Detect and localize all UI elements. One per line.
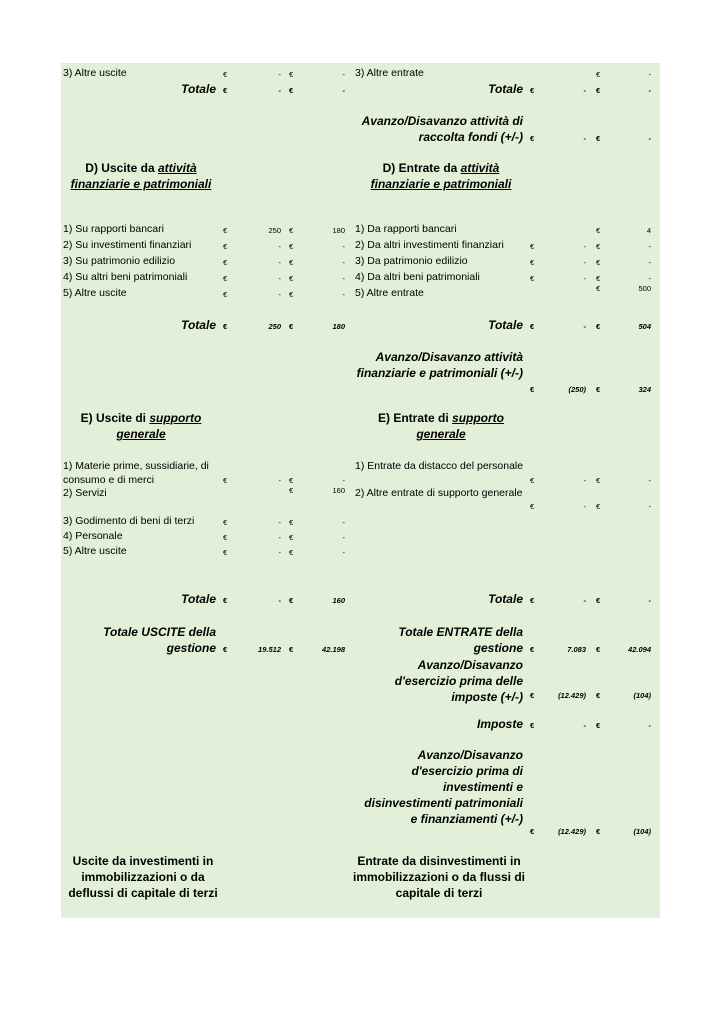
section_d-item-label: 1) Da rapporti bancari — [355, 223, 457, 235]
euro-sign: € — [223, 596, 228, 605]
value: 42.198 — [322, 645, 345, 654]
euro-sign: € — [223, 242, 228, 251]
euro-sign: € — [596, 70, 601, 79]
section_d-item-label: 3) Da patrimonio edilizio — [355, 255, 468, 267]
value: - — [278, 596, 281, 605]
value: - — [583, 134, 586, 143]
euro-sign: € — [223, 533, 228, 542]
euro-sign: € — [530, 645, 535, 654]
value: - — [648, 86, 651, 95]
value: 180 — [332, 226, 345, 235]
report-sheet — [61, 63, 660, 918]
euro-sign: € — [596, 691, 601, 700]
section_e-item-label: 1) Materie prime, sussidiarie, di consumo e di merci — [63, 460, 209, 486]
euro-sign: € — [530, 86, 535, 95]
totale-label: Totale — [488, 82, 523, 96]
euro-sign: € — [596, 284, 601, 293]
euro-sign: € — [289, 548, 294, 557]
value: - — [583, 322, 586, 331]
value: (104) — [633, 827, 651, 836]
section-e-entrate-title — [357, 410, 525, 442]
euro-sign: € — [596, 645, 601, 654]
section_e-item-label: 4) Personale — [63, 530, 123, 542]
value: - — [278, 86, 281, 95]
value: 250 — [268, 226, 281, 235]
section-e-uscite-title — [61, 410, 221, 442]
value: - — [342, 86, 345, 95]
section_d-item-label: 5) Altre uscite — [63, 287, 127, 299]
euro-sign: € — [223, 518, 228, 527]
value: - — [278, 242, 281, 251]
totale-uscite-label: Totale USCITE della gestione — [103, 625, 216, 655]
euro-sign: € — [596, 721, 601, 730]
value: - — [583, 721, 586, 730]
value: - — [342, 274, 345, 283]
totale-label: Totale — [488, 318, 523, 332]
value: - — [648, 502, 651, 511]
value: - — [278, 258, 281, 267]
value: - — [278, 290, 281, 299]
value: - — [278, 70, 281, 79]
euro-sign: € — [223, 70, 228, 79]
euro-sign: € — [530, 691, 535, 700]
section-d-uscite-title-text: D) Uscite da — [85, 161, 155, 175]
section-e-entrate-title-text: E) Entrate di — [377, 411, 449, 425]
value: - — [342, 70, 345, 79]
value: 7.083 — [567, 645, 586, 654]
altre-uscite-label: 3) Altre uscite — [63, 67, 127, 79]
totale-label: Totale — [488, 592, 523, 606]
value: - — [583, 86, 586, 95]
value: - — [278, 518, 281, 527]
euro-sign: € — [530, 274, 535, 283]
value: - — [648, 242, 651, 251]
value: - — [583, 596, 586, 605]
euro-sign: € — [530, 258, 535, 267]
euro-sign: € — [530, 827, 535, 836]
section_d-item-label: 4) Da altri beni patrimoniali — [355, 271, 480, 283]
euro-sign: € — [530, 322, 535, 331]
section-d-entrate-title-underlined: attività — [460, 161, 500, 175]
euro-sign: € — [223, 258, 228, 267]
section-e-uscite-title-underlined: supporto — [149, 411, 202, 425]
euro-sign: € — [596, 242, 601, 251]
value: - — [278, 274, 281, 283]
euro-sign: € — [289, 486, 294, 495]
avanzo-raccolta-label: Avanzo/Disavanzo attività di raccolta fondi (+/-) — [361, 114, 523, 144]
euro-sign: € — [596, 827, 601, 836]
euro-sign: € — [530, 476, 535, 485]
value: - — [342, 258, 345, 267]
section_e-item-label: 3) Godimento di beni di terzi — [63, 515, 195, 527]
imposte-label: Imposte — [476, 717, 523, 731]
euro-sign: € — [530, 134, 535, 143]
euro-sign: € — [223, 290, 228, 299]
section_d-item-label: 5) Altre entrate — [355, 287, 424, 299]
euro-sign: € — [596, 134, 601, 143]
euro-sign: € — [530, 242, 535, 251]
section_e-item-label: 5) Altre uscite — [63, 545, 127, 557]
euro-sign: € — [289, 322, 294, 331]
section-d-entrate-title — [357, 160, 525, 192]
value: - — [583, 242, 586, 251]
euro-sign: € — [596, 385, 601, 394]
euro-sign: € — [530, 596, 535, 605]
totale-entrate-label: Totale ENTRATE della gestione — [398, 625, 523, 655]
value: (104) — [633, 691, 651, 700]
altre-entrate-label: 3) Altre entrate — [355, 67, 424, 79]
value: - — [648, 721, 651, 730]
value: - — [648, 70, 651, 79]
euro-sign: € — [223, 645, 228, 654]
value: - — [278, 533, 281, 542]
euro-sign: € — [596, 596, 601, 605]
value: (250) — [568, 385, 586, 394]
euro-sign: € — [223, 476, 228, 485]
value: - — [648, 258, 651, 267]
value: 4 — [646, 226, 651, 235]
value: - — [648, 274, 651, 283]
value: - — [278, 548, 281, 557]
avanzo-finanziarie-label: Avanzo/Disavanzo attività finanziarie e patrimoniali (+/-) — [356, 350, 523, 380]
euro-sign: € — [596, 226, 601, 235]
entrate-disinvestimenti-title: Entrate da disinvestimenti in immobilizzazioni o da flussi di capitale di terzi — [353, 854, 526, 900]
euro-sign: € — [289, 258, 294, 267]
euro-sign: € — [596, 476, 601, 485]
euro-sign: € — [596, 322, 601, 331]
avanzo-investimenti-label: Avanzo/Disavanzo d'esercizio prima di investimenti e disinvestimenti patrimoniali e finanziamenti (+/-) — [364, 748, 523, 826]
section_d-item-label: 4) Su altri beni patrimoniali — [63, 271, 188, 283]
euro-sign: € — [289, 242, 294, 251]
euro-sign: € — [289, 476, 294, 485]
section-e-uscite-subtitle: generale — [116, 427, 166, 441]
value: - — [342, 518, 345, 527]
uscite-investimenti-title: Uscite da investimenti in immobilizzazioni o da deflussi di capitale di terzi — [68, 854, 218, 900]
value: 180 — [332, 322, 345, 331]
value: - — [648, 476, 651, 485]
value: 160 — [332, 486, 345, 495]
section-d-entrate-title-text: D) Entrate da — [382, 161, 458, 175]
euro-sign: € — [223, 226, 228, 235]
section-e-entrate-subtitle: generale — [416, 427, 466, 441]
value: (12.429) — [558, 827, 586, 836]
section-e-uscite-title-text: E) Uscite di — [80, 411, 146, 425]
value: - — [342, 290, 345, 299]
value: - — [648, 596, 651, 605]
section-d-uscite-subtitle: finanziarie e patrimoniali — [70, 177, 212, 191]
value: - — [342, 548, 345, 557]
section_e-item-label: 2) Altre entrate di supporto generale — [355, 487, 523, 499]
euro-sign: € — [596, 258, 601, 267]
section-d-uscite-title — [61, 160, 221, 192]
euro-sign: € — [530, 721, 535, 730]
value: 160 — [332, 596, 345, 605]
euro-sign: € — [223, 86, 228, 95]
totale-label: Totale — [181, 318, 216, 332]
section-e-entrate-title-underlined: supporto — [452, 411, 505, 425]
totale-label: Totale — [181, 82, 216, 96]
value: (12.429) — [558, 691, 586, 700]
section_d-item-label: 1) Su rapporti bancari — [63, 223, 164, 235]
euro-sign: € — [289, 86, 294, 95]
value: - — [342, 242, 345, 251]
value: - — [342, 476, 345, 485]
section-d-entrate-subtitle: finanziarie e patrimoniali — [370, 177, 512, 191]
euro-sign: € — [289, 70, 294, 79]
euro-sign: € — [289, 226, 294, 235]
value: - — [583, 502, 586, 511]
avanzo-imposte-label: Avanzo/Disavanzo d'esercizio prima delle imposte (+/-) — [394, 658, 523, 704]
euro-sign: € — [289, 645, 294, 654]
value: 504 — [638, 322, 651, 331]
euro-sign: € — [289, 274, 294, 283]
value: 19.512 — [258, 645, 281, 654]
euro-sign: € — [289, 533, 294, 542]
section_d-item-label: 2) Da altri investimenti finanziari — [355, 239, 504, 251]
value: 324 — [638, 385, 651, 394]
totale-label: Totale — [181, 592, 216, 606]
euro-sign: € — [289, 290, 294, 299]
value: - — [583, 258, 586, 267]
value: - — [583, 274, 586, 283]
euro-sign: € — [289, 518, 294, 527]
section_e-item-label: 1) Entrate da distacco del personale — [355, 460, 524, 472]
euro-sign: € — [530, 385, 535, 394]
euro-sign: € — [223, 274, 228, 283]
euro-sign: € — [223, 548, 228, 557]
value: - — [648, 134, 651, 143]
value: - — [278, 476, 281, 485]
euro-sign: € — [596, 274, 601, 283]
section_e-item-label: 2) Servizi — [63, 487, 107, 499]
section-d-uscite-title-underlined: attività — [158, 161, 197, 175]
euro-sign: € — [596, 86, 601, 95]
value: 500 — [638, 284, 651, 293]
value: 250 — [268, 322, 281, 331]
euro-sign: € — [596, 502, 601, 511]
value: - — [583, 476, 586, 485]
euro-sign: € — [223, 322, 228, 331]
section_d-item-label: 3) Su patrimonio edilizio — [63, 255, 176, 267]
value: - — [342, 533, 345, 542]
euro-sign: € — [530, 502, 535, 511]
section_d-item-label: 2) Su investimenti finanziari — [63, 239, 192, 251]
euro-sign: € — [289, 596, 294, 605]
value: 42.094 — [628, 645, 651, 654]
